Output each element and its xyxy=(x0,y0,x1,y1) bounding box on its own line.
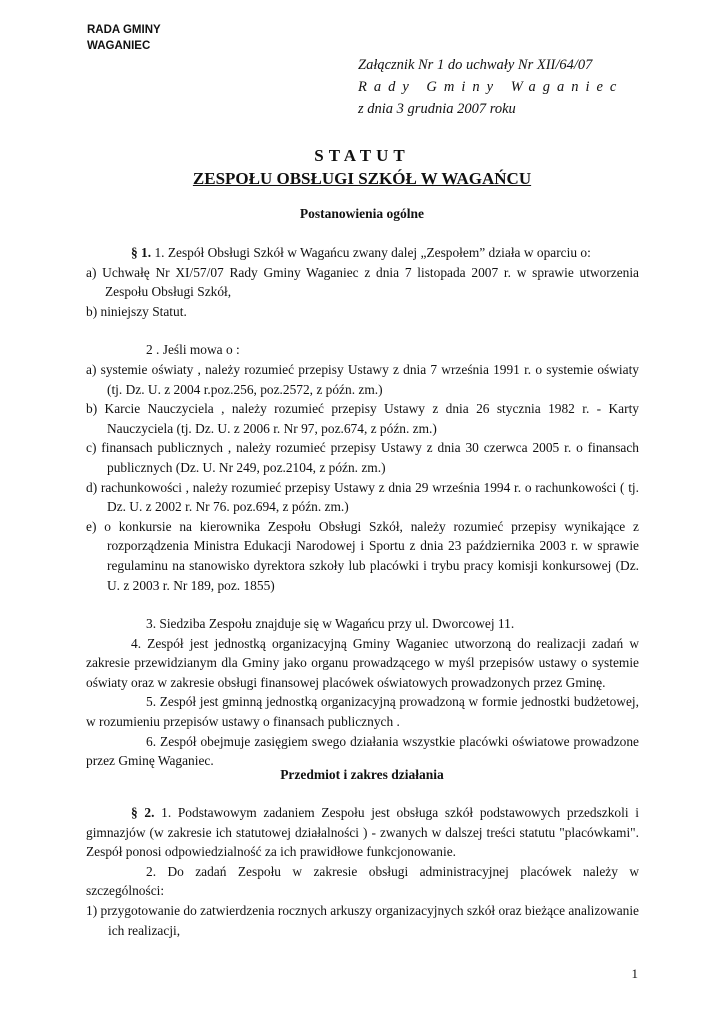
list-item: c) finansach publicznych , należy rozumieć przepisy Ustawy z dnia 30 czerwca 2005 r. o finansach publicznych (Dz. U. Nr 249, poz.2104, z późn. zm.) xyxy=(86,440,639,475)
document-title: STATUT xyxy=(314,146,410,165)
section2-body xyxy=(86,803,639,940)
annex-line: Rady Gminy Waganiec xyxy=(358,79,624,95)
paragraph-text: 1. Zespół Obsługi Szkół w Wagańcu zwany dalej „Zespołem” działa w oparciu o: xyxy=(151,245,591,260)
paragraph-text: 2 . Jeśli mowa o : xyxy=(146,342,240,358)
paragraph-mark: § 2. xyxy=(131,805,155,820)
section-heading: Postanowienia ogólne xyxy=(299,206,425,221)
paragraph-text: 5. Zespół jest gminną jednostką organizacyjną prowadzoną w formie jednostki budżetowej, w rozumieniu przepisów ustawy o finansach publicznych . xyxy=(86,694,639,730)
paragraph-text: 4. Zespół jest jednostką organizacyjną Gminy Waganiec utworzoną do realizacji zadań w zakresie przewidzianym dla Gminy jako organu prowadzącego w myśl przepisów ustawy o systemie oświaty oraz w zakresie obsługi finansowej placówek oświatowych prowadzonych przez Gminę. xyxy=(86,635,639,690)
list-item: a) Uchwałę Nr XI/57/07 Rady Gminy Waganiec z dnia 7 listopada 2007 r. w sprawie utworzenia Zespołu Obsługi Szkół, xyxy=(86,264,639,300)
annex-note xyxy=(358,54,623,120)
paragraph-mark: § 1. xyxy=(131,245,152,260)
issuer-line: RADA GMINY xyxy=(87,24,161,36)
list-item: b) Karcie Nauczyciela , należy rozumieć przepisy Ustawy z dnia 26 stycznia 1982 r. - Karty Nauczyciela (tj. Dz. U. z 2006 r. Nr 97, poz.674, z późn. zm.) xyxy=(86,401,639,436)
list-item: 1) przygotowanie do zatwierdzenia rocznych arkuszy organizacyjnych szkół oraz bieżące analizowanie ich realizacji, xyxy=(86,902,639,938)
list-item: e) o konkursie na kierownika Zespołu Obsługi Szkół, należy rozumieć przepisy wynikające z rozporządzenia Ministra Edukacji Narodowej i Sportu z dnia 23 października 2003 r. w sprawie regulaminu na stanowisko dyrektora szkoły lub placówki i trybu pracy komisji konkursowej (Dz. U. z 2003 r. Nr 189, poz. 1855) xyxy=(86,518,639,593)
page-number: 1 xyxy=(631,966,638,981)
section-heading: Przedmiot i zakres działania xyxy=(280,767,444,782)
issuer-block xyxy=(87,22,161,54)
paragraph-text: 3. Siedziba Zespołu znajduje się w Wagańcu przy ul. Dworcowej 11. xyxy=(146,616,515,632)
paragraph-text: 6. Zespół obejmuje zasięgiem swego działania wszystkie placówki oświatowe prowadzone przez Gminę Waganiec. xyxy=(86,733,639,769)
annex-line: Załącznik Nr 1 do uchwały Nr XII/64/07 xyxy=(358,57,593,73)
list-item: a) systemie oświaty , należy rozumieć przepisy Ustawy z dnia 7 września 1991 r. o systemie oświaty (tj. Dz. U. z 2004 r.poz.256, poz.2572, z późn. zm.) xyxy=(86,361,639,397)
section1-body xyxy=(86,243,639,771)
issuer-line: WAGANIEC xyxy=(87,40,151,52)
annex-line: z dnia 3 grudnia 2007 roku xyxy=(358,101,516,117)
paragraph-text: 1. Podstawowym zadaniem Zespołu jest obsługa szkół podstawowych przedszkoli i gimnazjów (w zakresie ich statutowej działalności ) - zwanych w dalszej treści statutu "placówkami". Zespół ponosi odpowiedzialność za ich prawidłowe funkcjonowanie. xyxy=(86,805,639,860)
paragraph-text: 2. Do zadań Zespołu w zakresie obsługi administracyjnej placówek należy w szczególności: xyxy=(86,863,639,899)
list-item: b) niniejszy Statut. xyxy=(86,303,187,319)
list-item: d) rachunkowości , należy rozumieć przepisy Ustawy z dnia 29 września 1994 r. o rachunkowości ( tj. Dz. U. z 2002 r. Nr 76. poz.694, z późn. zm.) xyxy=(86,479,639,515)
document-subtitle: ZESPOŁU OBSŁUGI SZKÓŁ W WAGAŃCU xyxy=(192,169,532,188)
